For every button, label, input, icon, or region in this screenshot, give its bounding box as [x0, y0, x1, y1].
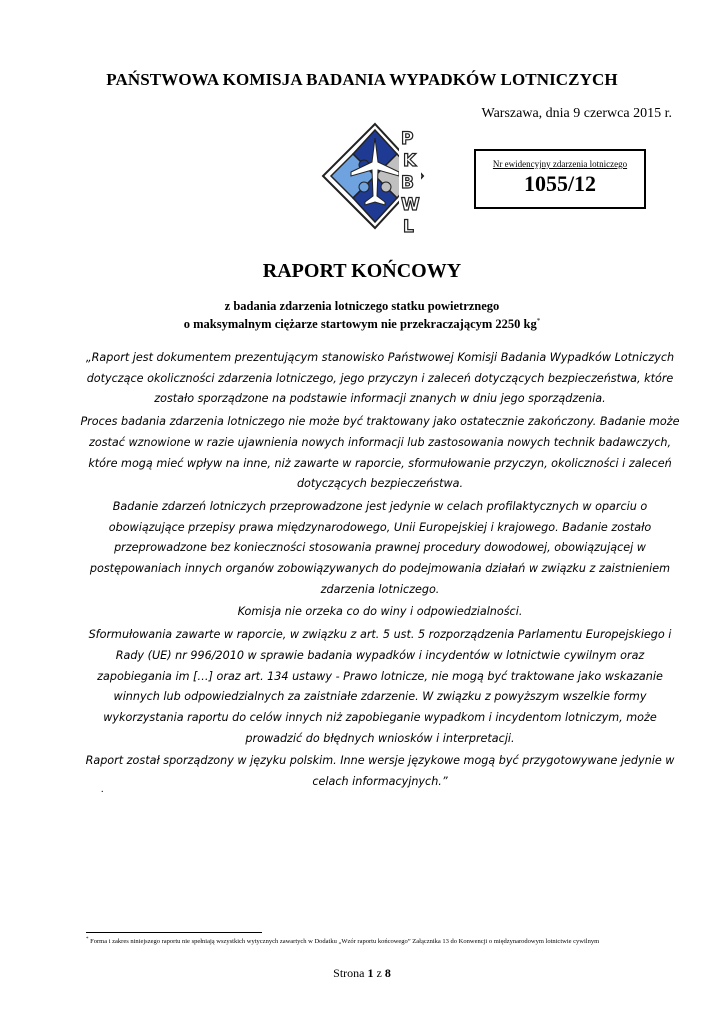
disclaimer-paragraph: Sformułowania zawarte w raporcie, w związku z art. 5 ust. 5 rozporządzenia Parlamentu Europejskiego i Rady (UE) nr 996/2010 w sprawie badania wypadków i incydentów w lotnictwie cywilnym oraz zapobiegania im […] oraz art. 134 ustawy - Prawo lotnicze, nie mogą być traktowane jako wskazanie winnych lub odpowiedzialnych za zaistniałe zdarzenie. W związku z powyższym wszelkie formy wykorzystania raportu do celów innych niż zapobieganie wypadkom i incydentom lotniczym, może prowadzić do błędnych wniosków i interpretacji. [88, 628, 672, 745]
subtitle-line-2 [0, 314, 724, 332]
logo-letter-b: B [401, 173, 414, 193]
page-prefix: Strona [333, 966, 365, 980]
disclaimer-paragraph: Badanie zdarzeń lotniczych przeprowadzone jest jedynie w celach profilaktycznych w oparciu o obowiązujące przepisy prawa międzynarodowego, Unii Europejskiej i krajowego. Badanie zostało przeprowadzone bez konieczności stosowania prawnej procedury dowodowej, obowiązującej w postępowaniach innych organów zobowiązywanych do podejmowania działań w związku z zaistnieniem zdarzenia lotniczego. [89, 499, 671, 596]
stray-dot: . [101, 784, 104, 795]
footnote-marker: * [536, 317, 541, 325]
pkbwl-logo-graphic [315, 118, 425, 238]
disclaimer-paragraph: „Raport jest dokumentem prezentującym stanowisko Państwowej Komisji Badania Wypadków Lotniczych dotyczące okoliczności zdarzenia lotniczego, jego przyczyn i zaleceń dotyczących bezpieczeństwa, które zostało sporządzone na podstawie informacji znanych w dniu jego sporządzenia. [85, 351, 675, 406]
page-current: 1 [367, 966, 374, 980]
case-number: 1055/12 [523, 171, 597, 196]
subtitle-line-1: z badania zdarzenia lotniczego statku powietrznego [224, 299, 500, 313]
case-number-label: Nr ewidencyjny zdarzenia lotniczego [492, 159, 628, 169]
case-number-box [474, 149, 646, 209]
disclaimer-paragraph: Proces badania zdarzenia lotniczego nie może być traktowany jako ostatecznie zakończony. Badanie może zostać wznowione w razie ujawnienia nowych informacji lub zastosowania nowych technik badawczych, które mogą mieć wpływ na inne, niż zawarte w raporcie, sformułowanie przyczyn, okoliczności i zaleceń dotyczących bezpieczeństwa. [80, 415, 680, 491]
subtitle-line-2-text: o maksymalnym ciężarze startowym nie przekraczającym 2250 kg [183, 317, 537, 332]
disclaimer-paragraph: Raport został sporządzony w języku polskim. Inne wersje językowe mogą być przygotowywane jedynie w celach informacyjnych.” [85, 754, 675, 789]
disclaimer-paragraph: Komisja nie orzeka co do winy i odpowiedzialności. [237, 605, 523, 619]
footnote-mark: * [86, 937, 89, 942]
report-subtitle [0, 299, 724, 332]
logo-letter-p: P [401, 129, 414, 149]
page-separator: z [376, 966, 382, 980]
report-title: RAPORT KOŃCOWY [262, 260, 462, 282]
logo-letter-k: K [403, 151, 417, 171]
date-line: Warszawa, dnia 9 czerwca 2015 r. [481, 106, 672, 121]
footnote-divider [86, 932, 262, 933]
logo-letter-w: W [401, 195, 420, 215]
page-number [0, 966, 724, 981]
disclaimer-text [80, 348, 680, 795]
logo-letter-l: L [403, 217, 414, 237]
pkbwl-logo [315, 118, 425, 238]
page-total: 8 [384, 966, 391, 980]
footnote [86, 937, 686, 945]
footnote-text: Forma i zakres niniejszego raportu nie spełniają wszystkich wytycznych zawartych w Dodatku „Wzór raportu końcowego” Załącznika 13 do Konwencji o międzynarodowym lotnictwie cywilnym [88, 938, 600, 946]
commission-name: PAŃSTWOWA KOMISJA BADANIA WYPADKÓW LOTNICZYCH [106, 70, 618, 89]
